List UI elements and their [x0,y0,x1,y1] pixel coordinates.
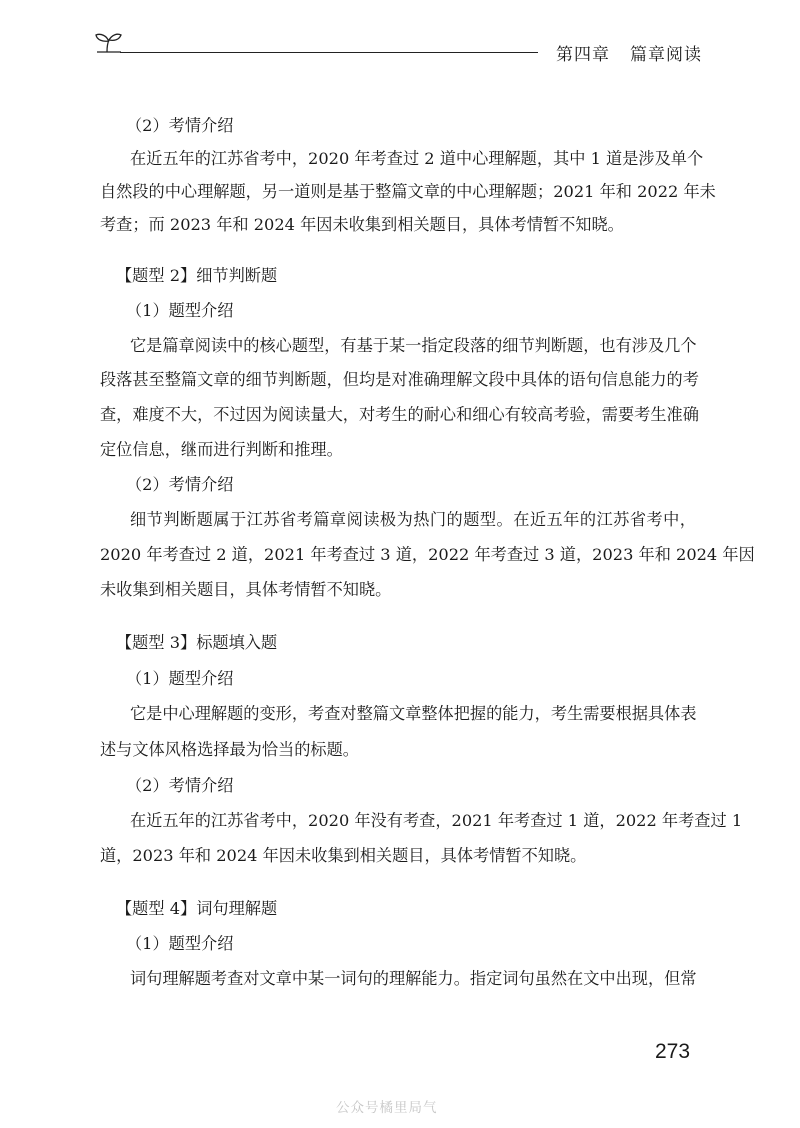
section-heading-type-3: 【题型 3】标题填入题 [116,633,278,652]
paragraph-line: 查，难度不大，不过因为阅读量大，对考生的耐心和细心有较高考验，需要考生准确 [100,405,699,424]
paragraph-line: 考查；而 2023 年和 2024 年因未收集到相关题目，具体考情暂不知晓。 [100,215,624,234]
subheading-exam-info: （2）考情介绍 [126,475,234,494]
sprout-icon [93,28,123,58]
section-heading-type-4: 【题型 4】词句理解题 [116,899,278,918]
paragraph-line: 自然段的中心理解题，另一道则是基于整篇文章的中心理解题；2021 年和 2022 年未 [100,182,716,201]
header-rule [120,52,538,53]
subheading-exam-info: （2）考情介绍 [126,116,234,135]
paragraph-line: 未收集到相关题目，具体考情暂不知晓。 [100,580,392,599]
chapter-title: 篇章阅读 [630,45,702,65]
page-number: 273 [655,1040,691,1063]
paragraph-line: 词句理解题考查对文章中某一词句的理解能力。指定词句虽然在文中出现，但常 [130,969,697,988]
paragraph-line: 段落甚至整篇文章的细节判断题，但均是对准确理解文段中具体的语句信息能力的考 [100,370,699,389]
paragraph-line: 在近五年的江苏省考中，2020 年没有考查，2021 年考查过 1 道，2022 年考查过 1 [130,811,743,830]
paragraph-line: 道，2023 年和 2024 年因未收集到相关题目，具体考情暂不知晓。 [100,846,587,865]
section-heading-type-2: 【题型 2】细节判断题 [116,266,278,285]
subheading-type-intro: （1）题型介绍 [126,669,234,688]
paragraph-line: 2020 年考查过 2 道，2021 年考查过 3 道，2022 年考查过 3 道，2023 年和 2024 年因 [100,545,755,564]
paragraph-line: 细节判断题属于江苏省考篇章阅读极为热门的题型。在近五年的江苏省考中， [130,510,696,529]
subheading-type-intro: （1）题型介绍 [126,934,234,953]
chapter-label: 第四章 [556,45,610,65]
paragraph-line: 它是篇章阅读中的核心题型，有基于某一指定段落的细节判断题，也有涉及几个 [130,336,697,355]
paragraph-line: 在近五年的江苏省考中，2020 年考查过 2 道中心理解题，其中 1 道是涉及单个 [130,149,704,168]
subheading-exam-info: （2）考情介绍 [126,776,234,795]
running-header [556,40,702,65]
paragraph-line: 定位信息，继而进行判断和推理。 [100,440,343,459]
watermark: 公众号橘里局气 [336,1100,438,1116]
paragraph-line: 述与文体风格选择最为恰当的标题。 [100,740,359,759]
subheading-type-intro: （1）题型介绍 [126,301,234,320]
paragraph-line: 它是中心理解题的变形，考查对整篇文章整体把握的能力，考生需要根据具体表 [130,704,697,723]
